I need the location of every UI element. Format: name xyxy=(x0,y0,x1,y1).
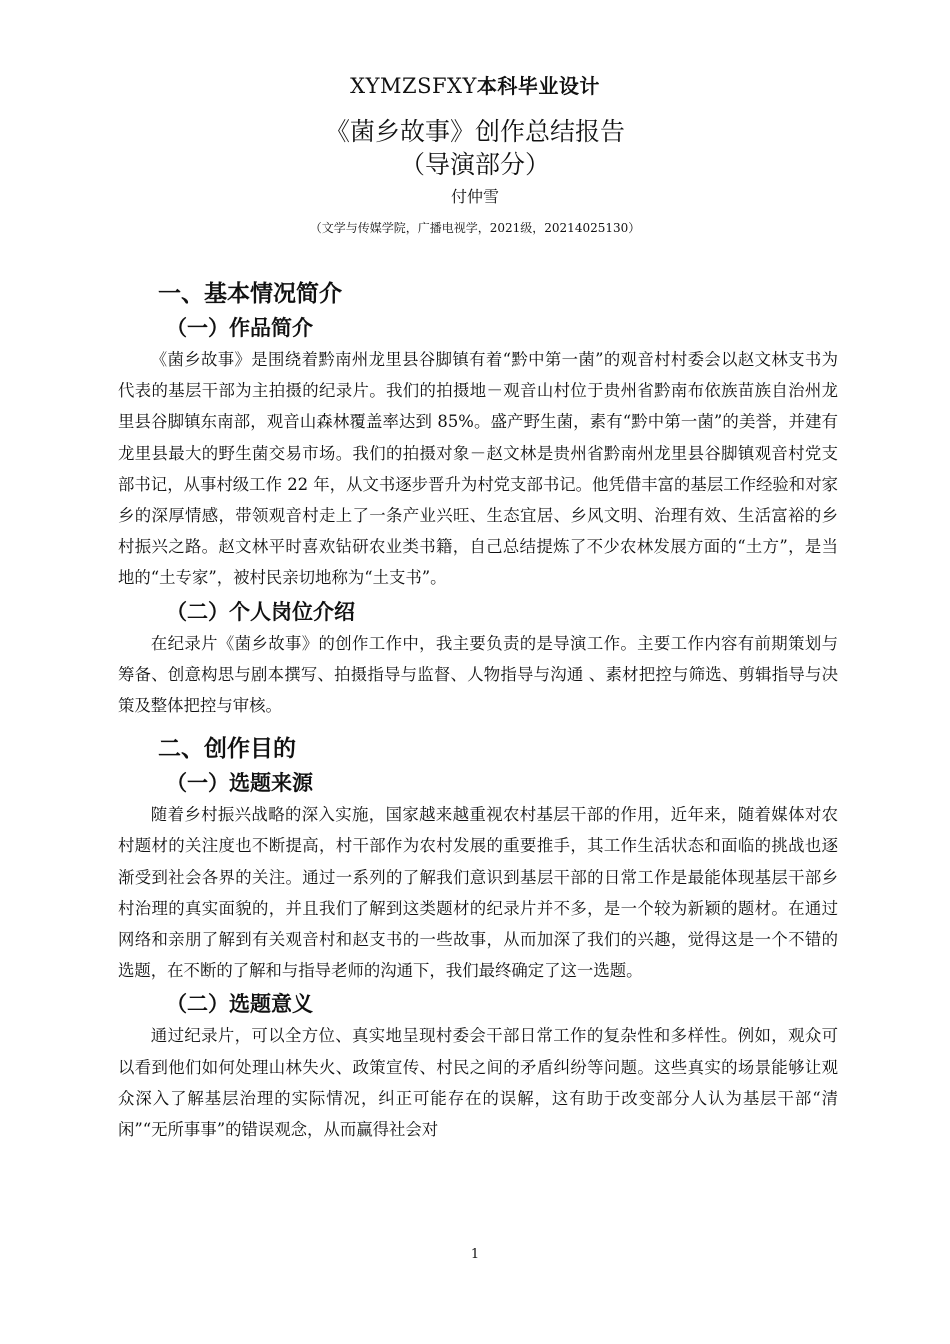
subsection-heading-topic-significance: （二）选题意义 xyxy=(166,992,313,1017)
report-subtitle: （导演部分） xyxy=(399,150,550,179)
author-affiliation: （文学与传媒学院，广播电视学，2021级，20214025130） xyxy=(309,221,641,235)
paragraph-work-intro: 《菌乡故事》是围绕着黔南州龙里县谷脚镇有着“黔中第一菌”的观音村村委会以赵文林支书为代表的基层干部为主拍摄的纪录片。我们的拍摄地－观音山村位于贵州省黔南布依族苗族自治州龙里县谷脚镇东南部，观音山森林覆盖率达到 85%。盛产野生菌，素有“黔中第一菌”的美誉，并建有龙里县最大的野生菌交易市场。我们的拍摄对象－赵文林是贵州省黔南州龙里县谷脚镇观音村党支部书记，从事村级工作 22 年，从文书逐步晋升为村党支部书记。他凭借丰富的基层工作经验和对家乡的深厚情感，带领观音村走上了一条产业兴旺、生态宜居、乡风文明、治理有效、生活富裕的乡村振兴之路。赵文林平时喜欢钻研农业类书籍，自己总结提炼了不少农林发展方面的“土方”，是当地的“土专家”，被村民亲切地称为“土支书”。 xyxy=(118,350,838,588)
paragraph-topic-source: 随着乡村振兴战略的深入实施，国家越来越重视农村基层干部的作用，近年来，随着媒体对农村题材的关注度也不断提高，村干部作为农村发展的重要推手，其工作生活状态和面临的挑战也逐渐受到社会各界的关注。通过一系列的了解我们意识到基层干部的日常工作是最能体现基层干部乡村治理的真实面貌的，并且我们了解到这类题材的纪录片并不多，是一个较为新颖的题材。在通过网络和亲朋了解到有关观音村和赵支书的一些故事，从而加深了我们的兴趣，觉得这是一个不错的选题，在不断的了解和与指导老师的沟通下，我们最终确定了这一选题。 xyxy=(118,805,838,981)
header-label: 本科毕业设计 xyxy=(476,74,600,98)
subsection-heading-role-intro: （二）个人岗位介绍 xyxy=(166,599,355,624)
subsection-heading-topic-source: （一）选题来源 xyxy=(166,771,313,796)
paragraph-role-intro: 在纪录片《菌乡故事》的创作工作中，我主要负责的是导演工作。主要工作内容有前期策划与筹备、创意构思与剧本撰写、拍摄指导与监督、人物指导与沟通 、素材把控与筛选、剪辑指导与决策及整体把控与审核。 xyxy=(118,633,838,716)
subsection-heading-work-intro: （一）作品简介 xyxy=(166,316,313,340)
section-heading-basic-info: 一、基本情况简介 xyxy=(158,281,342,307)
page-header xyxy=(0,70,950,99)
author-name: 付仲雪 xyxy=(450,187,499,206)
paragraph-topic-significance: 通过纪录片，可以全方位、真实地呈现村委会干部日常工作的复杂性和多样性。例如，观众可以看到他们如何处理山林失火、政策宣传、村民之间的矛盾纠纷等问题。这些真实的场景能够让观众深入了解基层治理的实际情况，纠正可能存在的误解，这有助于改变部分人认为基层干部“清闲”“无所事事”的错误观念，从而赢得社会对 xyxy=(118,1026,838,1140)
section-heading-purpose: 二、创作目的 xyxy=(158,736,296,763)
body-content xyxy=(118,276,838,1145)
page-number: 1 xyxy=(470,1247,480,1262)
header-code: XYMZSFXY xyxy=(350,74,477,98)
report-title: 《菌乡故事》创作总结报告 xyxy=(324,117,625,146)
